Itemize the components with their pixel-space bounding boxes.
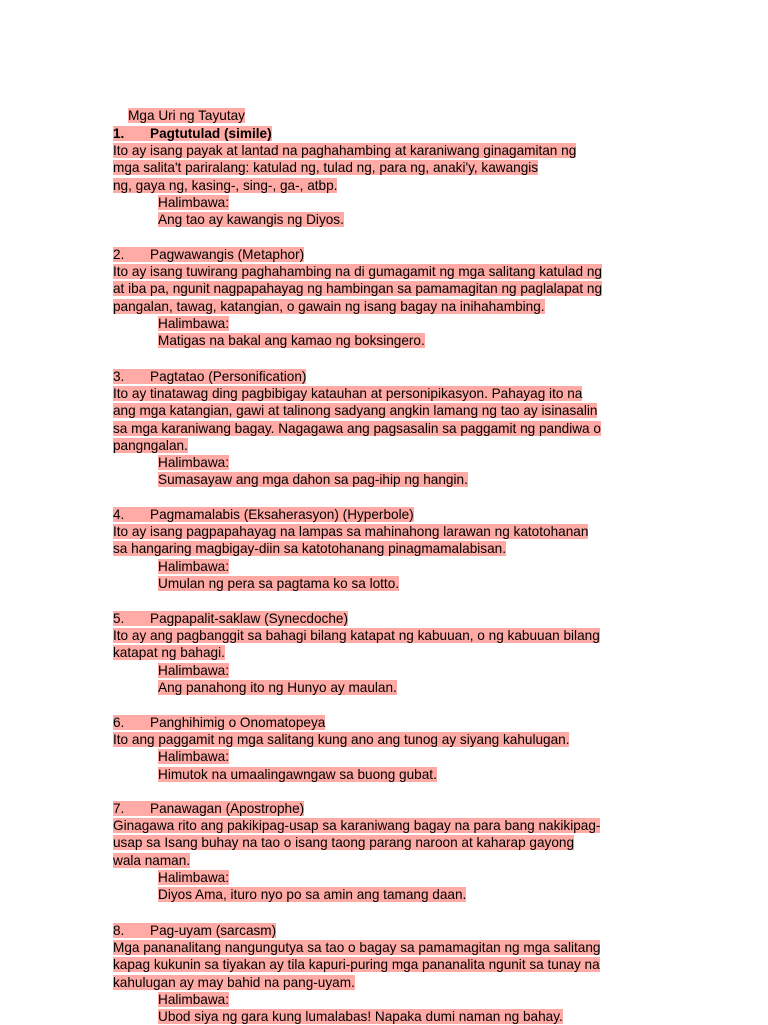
section-number: 4. xyxy=(113,507,125,522)
section-title: Pagwawangis (Metaphor) xyxy=(150,247,305,262)
definition-text: Ito ay isang pagpapahayag na lampas sa mahinahong larawan ng katotohanan xyxy=(113,524,589,540)
definition-line xyxy=(113,420,601,437)
definition-text: Ito ay isang payak at lantad na paghahambing at karaniwang ginagamitan ng xyxy=(113,143,577,159)
example-sentence xyxy=(158,1008,563,1025)
definition-text: pangalan, tawag, katangian, o gawain ng isang bagay na inihahambing. xyxy=(113,298,545,314)
definition-line xyxy=(113,644,225,661)
definition-line xyxy=(113,385,582,402)
definition-text: kahulugan ay may bahid na pang-uyam. xyxy=(113,974,355,990)
example-text: Matigas na bakal ang kamao ng boksingero. xyxy=(158,333,425,348)
section-title: Pagtutulad (simile) xyxy=(150,126,272,141)
example-label xyxy=(158,194,229,211)
section-heading-text xyxy=(113,126,272,141)
definition-text: Ito ay ang pagbanggit sa bahagi bilang katapat ng kabuuan, o ng kabuuan bilang xyxy=(113,628,600,644)
section-heading-text xyxy=(113,247,304,262)
example-label xyxy=(158,662,229,679)
definition-line xyxy=(113,523,588,540)
example-label-text: Halimbawa: xyxy=(158,558,230,574)
section-title: Pagpapalit-saklaw (Synecdoche) xyxy=(150,611,348,626)
definition-line xyxy=(113,627,600,644)
section-heading xyxy=(113,506,414,523)
section-title: Panawagan (Apostrophe) xyxy=(150,801,305,816)
example-sentence xyxy=(158,471,468,488)
example-sentence xyxy=(158,575,399,592)
definition-text: pangngalan. xyxy=(113,437,188,453)
section-heading-text xyxy=(113,715,325,730)
document-title-text: Mga Uri ng Tayutay xyxy=(128,108,245,124)
definition-line xyxy=(113,852,190,869)
example-label-text: Halimbawa: xyxy=(158,194,230,210)
section-heading-text xyxy=(113,611,348,626)
definition-text: kapag kukunin sa tiyakan ay tila kapuri-puring mga pananalita ngunit sa tunay na xyxy=(113,957,600,973)
example-text: Sumasayaw ang mga dahon sa pag-ihip ng hangin. xyxy=(158,472,468,488)
example-sentence xyxy=(158,332,425,349)
section-heading-text xyxy=(113,507,414,522)
section-number: 1. xyxy=(113,126,125,141)
document-title xyxy=(113,90,245,124)
section-heading-text xyxy=(113,923,276,938)
definition-line xyxy=(113,974,355,991)
definition-text: wala naman. xyxy=(113,852,191,868)
definition-text: Mga pananalitang nangungutya sa tao o bagay sa pamamagitan ng mga salitang xyxy=(113,940,601,956)
section-heading xyxy=(113,246,304,263)
section-number: 5. xyxy=(113,611,125,626)
example-text: Ang tao ay kawangis ng Diyos. xyxy=(158,212,344,227)
definition-text: Ito ay isang tuwirang paghahambing na di gumagamit ng mga salitang katulad ng xyxy=(113,264,602,280)
example-text: Himutok na umaalingawngaw sa buong gubat. xyxy=(158,766,437,782)
example-label-text: Halimbawa: xyxy=(158,749,230,765)
example-sentence xyxy=(158,886,466,903)
definition-line xyxy=(113,540,506,557)
definition-text: mga salita't pariralang: katulad ng, tulad ng, para ng, anaki'y, kawangis xyxy=(113,160,539,176)
example-label xyxy=(158,748,229,765)
definition-text: Ito ay tinatawag ding pagbibigay katauhan at personipikasyon. Pahayag ito na xyxy=(113,386,583,402)
example-label xyxy=(158,454,229,471)
section-heading xyxy=(113,368,306,385)
definition-line xyxy=(113,731,569,748)
definition-line xyxy=(113,159,538,176)
definition-line xyxy=(113,956,600,973)
definition-text: katapat ng bahagi. xyxy=(113,645,225,661)
definition-text: sa mga karaniwang bagay. Nagagawa ang pagsasalin sa paggamit ng pandiwa o xyxy=(113,420,601,436)
section-title: Pagtatao (Personification) xyxy=(150,369,307,384)
section-number: 6. xyxy=(113,715,125,730)
example-label-text: Halimbawa: xyxy=(158,869,230,885)
section-number: 3. xyxy=(113,369,125,384)
section-heading xyxy=(113,922,276,939)
example-label xyxy=(158,558,229,575)
section-number: 7. xyxy=(113,801,125,816)
section-title: Pagmamalabis (Eksaherasyon) (Hyperbole) xyxy=(150,507,414,522)
definition-line xyxy=(113,280,602,297)
example-label-text: Halimbawa: xyxy=(158,455,230,470)
example-label xyxy=(158,991,229,1008)
definition-text: ang mga katangian, gawi at talinong sadyang angkin lamang ng tao ay isinasalin xyxy=(113,403,598,419)
example-label xyxy=(158,869,229,886)
example-text: Umulan ng pera sa pagtama ko sa lotto. xyxy=(158,575,400,591)
example-sentence xyxy=(158,211,344,228)
example-label-text: Halimbawa: xyxy=(158,315,230,331)
section-title: Panghihimig o Onomatopeya xyxy=(150,715,326,730)
definition-text: sa hangaring magbigay-diin sa katotohanang pinagmamalabisan. xyxy=(113,541,506,557)
section-heading xyxy=(113,610,348,627)
definition-text: ng, gaya ng, kasing-, sing-, ga-, atbp. xyxy=(113,177,338,193)
example-sentence xyxy=(158,766,437,783)
section-heading-bold xyxy=(113,126,272,141)
example-label-text: Halimbawa: xyxy=(158,991,230,1007)
example-label xyxy=(158,315,229,332)
section-heading-text xyxy=(113,801,304,816)
section-heading-text xyxy=(113,369,306,384)
definition-line xyxy=(113,402,597,419)
section-number: 8. xyxy=(113,923,125,938)
definition-line xyxy=(113,142,576,159)
example-label-text: Halimbawa: xyxy=(158,662,230,678)
example-text: Ang panahong ito ng Hunyo ay maulan. xyxy=(158,679,397,695)
definition-text: Ito ang paggamit ng mga salitang kung ano ang tunog ay siyang kahulugan. xyxy=(113,732,570,748)
section-number: 2. xyxy=(113,247,125,262)
section-heading xyxy=(113,714,325,731)
definition-line xyxy=(113,817,600,834)
section-heading xyxy=(113,800,304,817)
definition-line xyxy=(113,298,545,315)
example-sentence xyxy=(158,679,397,696)
definition-line xyxy=(113,177,337,194)
definition-text: at iba pa, ngunit nagpapahayag ng hambingan sa pamamagitan ng paglalapat ng xyxy=(113,281,603,297)
definition-line xyxy=(113,263,602,280)
definition-line xyxy=(113,939,600,956)
definition-line xyxy=(113,834,574,851)
definition-text: Ginagawa rito ang pakikipag-usap sa karaniwang bagay na para bang nakikipag- xyxy=(113,818,601,834)
section-heading xyxy=(113,125,272,142)
definition-text: usap sa Isang buhay na tao o isang taong parang naroon at kaharap gayong xyxy=(113,835,575,851)
example-text: Diyos Ama, ituro nyo po sa amin ang tamang daan. xyxy=(158,887,467,902)
definition-line xyxy=(113,437,188,454)
section-title: Pag-uyam (sarcasm) xyxy=(150,923,277,938)
example-text: Ubod siya ng gara kung lumalabas! Napaka dumi naman ng bahay. xyxy=(158,1009,563,1024)
